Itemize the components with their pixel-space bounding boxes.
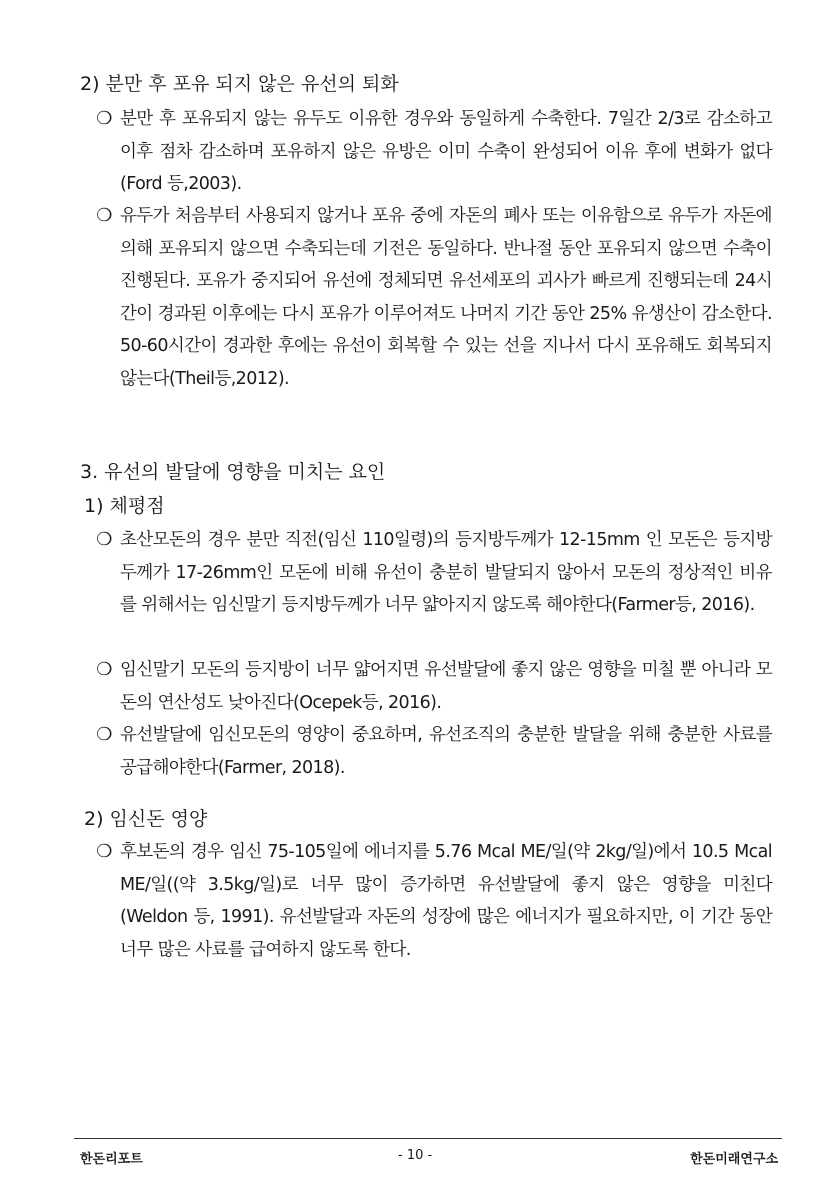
bullet-circle-icon: ❍ [96, 659, 112, 680]
page-number: - 10 - [398, 1148, 433, 1163]
paragraph-text: 분만 후 포유되지 않는 유두도 이유한 경우와 동일하게 수축한다. 7일간 2/3로 감소하고 이후 점차 감소하며 포유하지 않은 유방은 이미 수축이 완성되어 이유 후에 변화가 없다(Ford 등,2003). [120, 109, 772, 194]
bullet-circle-icon: ❍ [96, 205, 112, 226]
footer-right-label: 한돈미래연구소 [690, 1152, 778, 1167]
subsection-1-heading: 1) 체평점 [84, 495, 165, 517]
paragraph-text: 임신말기 모돈의 등지방이 너무 얇어지면 유선발달에 좋지 않은 영향을 미칠 뿐 아니라 모돈의 연산성도 낮아진다(Ocepek등, 2016). [120, 660, 772, 713]
paragraph-text: 유두가 처음부터 사용되지 않거나 포유 중에 자돈의 폐사 또는 이유함으로 유두가 자돈에 의해 포유되지 않으면 수축되는데 기전은 동일하다. 반나절 동안 포유되지 않으면 수축이 진행된다. 포유가 중지되어 유선에 정체되면 유선세포의 괴사가 빠르게 진행되는데 24시간이 경과된 이후에는 다시 포유가 이루어져도 나머지 기간 동안 25% 유생산이 감소한다. 50-60시간이 경과한 후에는 유선이 회복할 수 있는 선을 지나서 다시 포유해도 회복되지 않는다(Theil등,2012). [120, 206, 772, 389]
bullet-circle-icon: ❍ [96, 529, 112, 550]
section-3-heading: 3. 유선의 발달에 영향을 미치는 요인 [80, 461, 386, 483]
section-2-heading: 2) 분만 후 포유 되지 않은 유선의 퇴화 [80, 73, 399, 95]
footer-left-label: 한돈리포트 [80, 1152, 143, 1167]
footer-divider [74, 1138, 782, 1139]
paragraph-text: 유선발달에 임신모돈의 영양이 중요하며, 유선조직의 충분한 발달을 위해 충분한 사료를 공급해야한다(Farmer, 2018). [120, 725, 772, 778]
list-item [94, 654, 772, 719]
subsection-2-heading: 2) 임신돈 영양 [84, 808, 208, 830]
list-item [94, 200, 772, 395]
list-item [94, 103, 772, 201]
bullet-circle-icon: ❍ [96, 108, 112, 129]
bullet-circle-icon: ❍ [96, 724, 112, 745]
list-item [94, 836, 772, 966]
paragraph-text: 후보돈의 경우 임신 75-105일에 에너지를 5.76 Mcal ME/일(약 2kg/일)에서 10.5 Mcal ME/일((약 3.5kg/일)로 너무 많이 증가하면 유선발달에 좋지 않은 영향을 미친다(Weldon 등, 1991). 유선발달과 자돈의 성장에 많은 에너지가 필요하지만, 이 기간 동안 너무 많은 사료를 급여하지 않도록 한다. [120, 842, 772, 960]
bullet-circle-icon: ❍ [96, 841, 112, 862]
list-item [94, 719, 772, 784]
list-item [94, 524, 772, 622]
paragraph-text: 초산모돈의 경우 분만 직전(임신 110일령)의 등지방두께가 12-15mm 인 모돈은 등지방두께가 17-26mm인 모돈에 비해 유선이 충분히 발달되지 않아서 모돈의 정상적인 비유를 위해서는 임신말기 등지방두께가 너무 얇아지지 않도록 해야한다(Farmer등, 2016). [120, 530, 772, 615]
